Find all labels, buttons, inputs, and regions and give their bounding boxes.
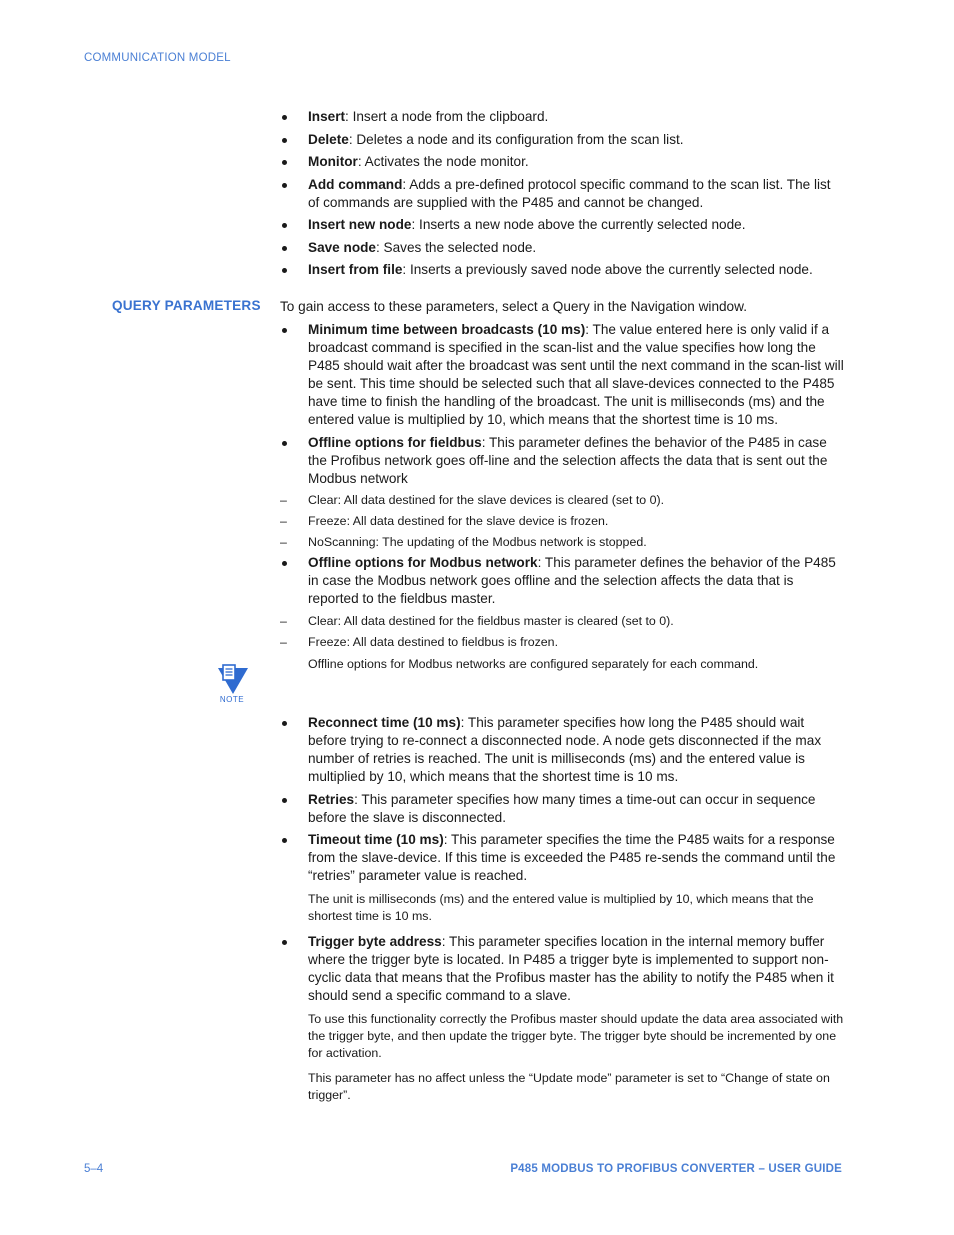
list-item (280, 153, 844, 171)
bullet-text: : This parameter specifies how many times a time-out can occur in sequence before the slave is disconnected. (308, 791, 816, 825)
bullet-text: : This parameter specifies location in the internal memory buffer where the trigger byte is located. In P485 a trigger byte is implemented to support non-cyclic data that means that the Profibus master has the ability to notify the P485 when it should send a specific command to a slave. (308, 934, 834, 1003)
sub-paragraph: This parameter has no affect unless the “Update mode” parameter is set to “Change of state on trigger”. (308, 1071, 830, 1102)
query-bullets (280, 321, 844, 488)
page-number: 5–4 (84, 1163, 104, 1175)
bullet-text: : This parameter defines the behavior of the P485 in case the Modbus network goes offline and the selection affects the data that is reported to the fieldbus master. (308, 555, 836, 607)
list-item (280, 554, 844, 608)
bullet-term: Reconnect time (10 ms) (308, 715, 461, 730)
bullet-term: Retries (308, 791, 355, 807)
bullet-text: : This parameter specifies the time the P485 waits for a response from the slave-device. If this time is exceeded the P485 re-sends the command until the “retries” parameter value is reached. (308, 832, 836, 883)
list-item (280, 216, 844, 234)
bullet-text: : The value entered here is only valid if a broadcast command is specified in the scan-list and the value specifies how long the P485 should wait after the broadcast was sent until the next command in the scan-list will be sent. This time should be selected such that all slave-devices connected to the P485 have time to finish the handling of the broadcast. The unit is milliseconds (ms) and the entered value is multiplied by 10, which means that the shortest time is 10 ms. (308, 322, 844, 427)
note-text: Offline options for Modbus networks are configured separately for each command. (308, 656, 759, 671)
bullet-term: Monitor (308, 154, 358, 169)
bullet-text: : Saves the selected node. (376, 239, 537, 255)
query-parameters-section (280, 298, 844, 673)
list-item (280, 791, 844, 827)
document-title: P485 MODBUS TO PROFIBUS CONVERTER – USER GUIDE (510, 1163, 842, 1175)
bullet-text: : This parameter specifies how long the P485 should wait before trying to re-connect a disconnected node. A node gets disconnected if the max number of retries is reached. The unit is milliseconds (ms) and the entered value is multiplied by 10, which means that the shortest time is 10 ms. (308, 715, 822, 784)
sub-paragraph: To use this functionality correctly the Profibus master should update the data area associated with the trigger byte, and then update the trigger byte. The trigger byte should be incremented by one for activation. (308, 1012, 844, 1060)
connection-bullets (280, 714, 844, 1104)
bullet-term: Insert from file (308, 262, 403, 277)
bullet-term: Add command (308, 176, 403, 192)
fieldbus-options (280, 492, 844, 550)
list-item (280, 131, 844, 149)
bullet-term: Minimum time between broadcasts (10 ms) (308, 322, 586, 337)
sub-paragraph: The unit is milliseconds (ms) and the entered value is multiplied by 10, which means that the shortest time is 10 ms. (308, 892, 814, 923)
note-label: NOTE (219, 695, 245, 704)
command-bullets (280, 108, 844, 279)
running-header: COMMUNICATION MODEL (84, 52, 231, 64)
modbus-options (280, 613, 844, 650)
list-item (280, 176, 844, 212)
bullet-text: : Insert a node from the clipboard. (345, 109, 549, 124)
connection-parameters (280, 714, 844, 1112)
bullet-term: Trigger byte address (308, 934, 442, 949)
list-item (280, 831, 844, 925)
bullet-term: Timeout time (10 ms) (308, 832, 444, 847)
bullet-text: : This parameter defines the behavior of the P485 in case the Profibus network goes off-line and the selection affects the data that is sent out the Modbus network (308, 434, 828, 486)
list-item (280, 261, 844, 279)
list-item (280, 434, 844, 488)
bullet-text: : Inserts a previously saved node above the currently selected node. (402, 262, 813, 277)
query-bullets-2 (280, 554, 844, 608)
bullet-term: Offline options for fieldbus (308, 434, 482, 450)
option-item: – Freeze: All data destined to fieldbus is frozen. (280, 634, 844, 650)
bullet-text: : Inserts a new node above the currently selected node. (411, 217, 746, 232)
bullet-text: : Adds a pre-defined protocol specific command to the scan list. The list of commands are supplied with the P485 and cannot be changed. (308, 176, 831, 210)
list-item (280, 714, 844, 786)
option-item: – Freeze: All data destined for the slave device is frozen. (280, 513, 844, 529)
section-intro: To gain access to these parameters, select a Query in the Navigation window. (280, 299, 747, 314)
bullet-term: Save node (308, 239, 376, 255)
list-item (280, 108, 844, 126)
option-item: – Clear: All data destined for the fieldbus master is cleared (set to 0). (280, 613, 844, 629)
list-item (280, 933, 844, 1104)
bullet-term: Insert (308, 109, 346, 124)
bullet-term: Delete (308, 131, 349, 147)
bullet-text: : Activates the node monitor. (357, 154, 529, 169)
bullet-term: Insert new node (308, 217, 412, 232)
section-heading: QUERY PARAMETERS (112, 298, 261, 313)
option-item: – Clear: All data destined for the slave devices is cleared (set to 0). (280, 492, 844, 508)
list-item (280, 239, 844, 257)
bullet-term: Offline options for Modbus network (308, 555, 538, 571)
bullet-text: : Deletes a node and its configuration from the scan list. (348, 131, 684, 147)
option-item: – NoScanning: The updating of the Modbus network is stopped. (280, 534, 844, 550)
command-list (280, 108, 844, 284)
list-item (280, 321, 844, 429)
